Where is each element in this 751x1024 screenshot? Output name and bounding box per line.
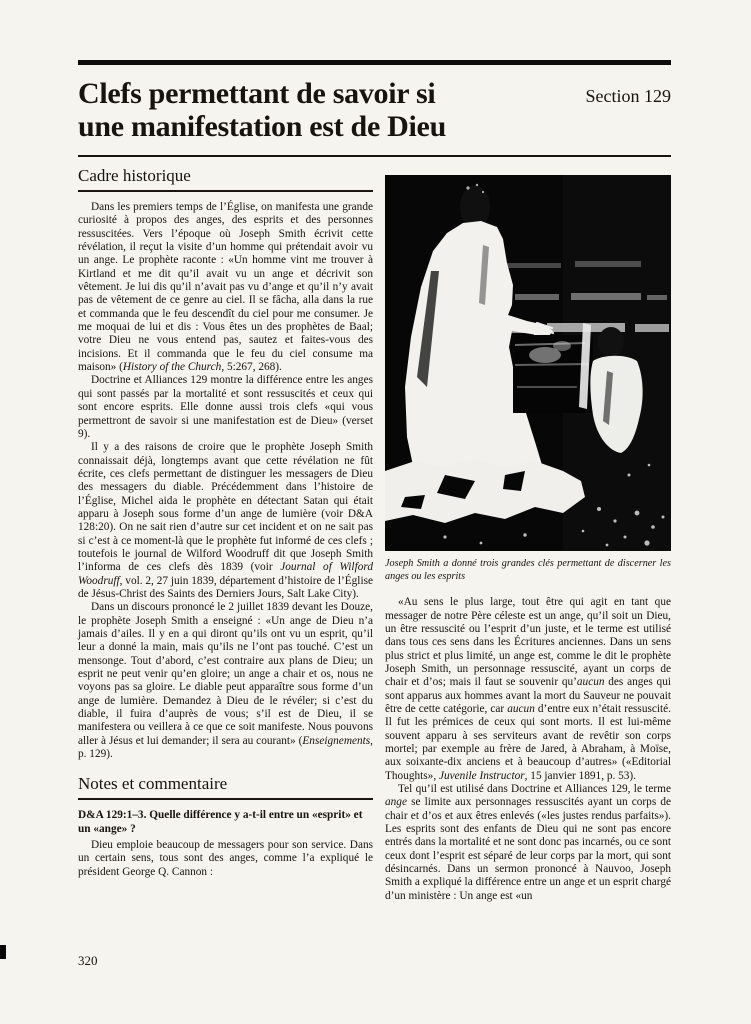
page-title (78, 77, 446, 143)
section-label: Section 129 (585, 86, 671, 106)
photo-caption: Joseph Smith a donné trois grandes clés permettant de discerner les anges ou les esprits (385, 558, 671, 582)
note-question: D&A 129:1–3. Quelle différence y a-t-il entre un «esprit» et un «ange» ? (78, 809, 363, 835)
left-column (78, 166, 373, 879)
right-column (385, 175, 671, 903)
paragraph: Il y a des raisons de croire que le prophète Joseph Smith connaissait déjà, longtemps avant que cette révélation ne fût écrite, ces clefs permettant de distinguer les messagers de Dieu des messagers du diable. Précédemment dans l’histoire de l’Église, Michel aida le prophète en détectant Satan qui était apparu à Joseph sous forme d’un ange de lumière (voir D&A 128:20). On ne sait rien d’autre sur cet incident et on ne sait pas si c’est à ce moment-là que le prophète fut informé de ces clefs ; toutefois le journal de Wilford Woodruff dit que Joseph Smith l’informa de ces clefs dès 1839 (voir Journal of Wilford Woodruff, vol. 2, 27 juin 1839, département d’histoire de l’Église de Jésus-Christ des Saints des Derniers Jours, Salt Lake City). (78, 441, 373, 600)
title-line-1: Clefs permettant de savoir si (78, 77, 436, 110)
page-header (78, 60, 671, 143)
paragraph: Dans les premiers temps de l’Église, on manifesta une grande curiosité à propos des anges, des esprits et des personnes ressuscitées. Vers l’époque où Joseph Smith écrivit cette révélation, il reçut la visite d’un homme qui prétendait avoir vu un ange. Le prophète raconte : «Un homme vint me trouver à Kirtland et me dit qu’il avait vu un ange et décrivit son vêtement. Je lui dis qu’il n’avait pas vu d’ange et qu’il n’y avait pas de vêtement de ce genre au ciel. Il se fâcha, alla dans la rue et commanda que le feu descendît du ciel pour me consumer. Je me moquai de lui et dis : Vous êtes un des prophètes de Baal; votre Dieu ne vous entend pas, sautez et faites-vous des incisions. Et il commanda que le feu du ciel consume ma maison» (History of the Church, 5:267, 268). (78, 201, 373, 374)
scan-artifact (0, 945, 6, 959)
title-line-2: une manifestation est de Dieu (78, 110, 446, 143)
paragraph: Dans un discours prononcé le 2 juillet 1839 devant les Douze, le prophète Joseph Smith a enseigné : «Un ange de Dieu n’a jamais d’ailes. Il y en a qui diront qu’ils ont vu un esprit, qu’il leur a donné la main, mais qu’ils ne l’ont pas touché. C’est un mensonge. Tout d’abord, c’est contraire aux plans de Dieu; un esprit ne peut venir qu’en gloire; un ange a chair et os, nous ne voyons pas sa gloire. Le diable peut apparaître sous forme d’un ange de lumière. Demandez à Dieu de le révéler; si c’est du diable, il fuira d’auprès de vous; s’il est de Dieu, il se manifestera ou veillera à ce que ce soit manifeste. Nous pouvons aller à Jésus et lui demander; il sera au courant» (Enseignements, p. 129). (78, 601, 373, 761)
section-heading-notes: Notes et commentaire (78, 774, 373, 800)
paragraph: «Au sens le plus large, tout être qui agit en tant que messager de notre Père céleste est un ange, qu’il soit un Dieu, un être ressuscité ou l’esprit d’un juste, et le terme est utilisé dans tous ces sens dans les Écritures anciennes. Dans un sens plus strict et plus limité, un ange est, comme le dit le prophète Joseph Smith, un personnage ressuscité, ayant un corps de chair et d’os; mais il faut se souvenir qu’aucun des anges qui sont apparus aux hommes avant la mort du Sauveur ne pouvait être de cette catégorie, car aucun d’entre eux n’était ressuscité. Il fut les prémices de ceux qui sont morts. Il est lui-même souvent apparu à ses serviteurs avant de revêtir son corps mortel; par exemple au frère de Jared, à Abraham, à Moïse, aux soixante-dix anciens et à beaucoup d’autres» («Editorial Thoughts», Juvenile Instructor, 15 janvier 1891, p. 53). (385, 596, 671, 782)
section-heading-cadre-historique: Cadre historique (78, 166, 373, 192)
paragraph: Dieu emploie beaucoup de messagers pour son service. Dans un certain sens, tous sont des anges, comme l’a expliqué le président George Q. Cannon : (78, 839, 373, 878)
angel-manifestation-photo (385, 175, 671, 551)
paragraph: Doctrine et Alliances 129 montre la différence entre les anges qui sont passés par la mortalité et sont ressuscités et ceux qui sont encore esprits. Elle donne aussi trois clefs «qui vous permettront de savoir si une manifestation est de Dieu» (verset 9). (78, 374, 373, 440)
paragraph: Tel qu’il est utilisé dans Doctrine et Alliances 129, le terme ange se limite aux personnages ressuscités ayant un corps de chair et d’os et aux êtres enlevés («les justes rendus parfaits»). Les esprits sont des enfants de Dieu qui ne sont pas encore entrés dans la mortalité et ne sont donc pas incarnés, ou ce sont ceux dont l’esprit est séparé de leur corps par la mort, qui sont désincarnés. Dans un sermon prononcé à Nauvoo, Joseph Smith a expliqué la différence entre un ange et un esprit chargé d’un ministère : Un ange est «un (385, 783, 671, 902)
page-number: 320 (78, 953, 98, 968)
title-underline (78, 155, 671, 157)
